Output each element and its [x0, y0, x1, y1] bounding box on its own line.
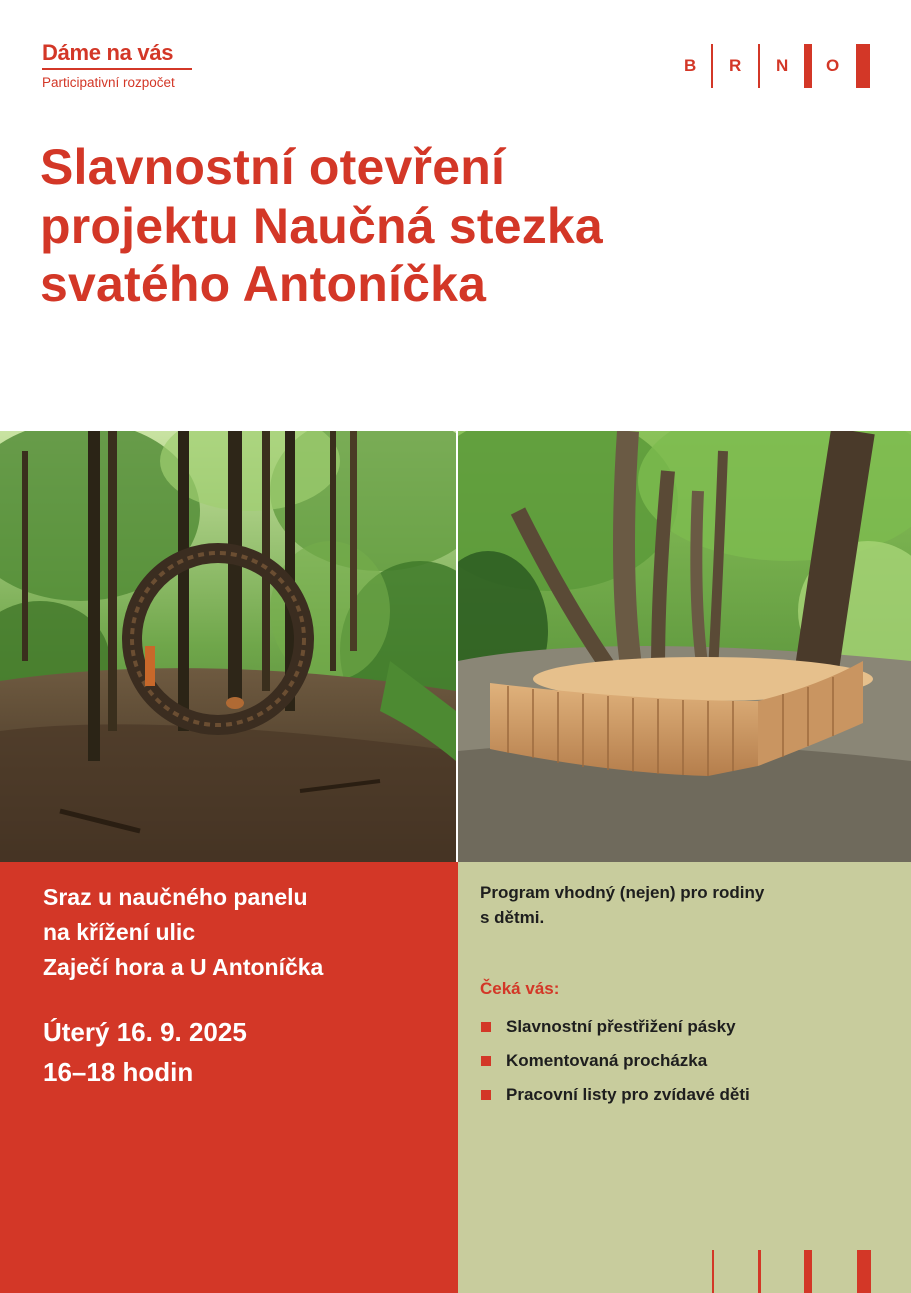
- list-item-label: Slavnostní přestřižení pásky: [506, 1017, 736, 1036]
- footer-bar: [712, 1250, 714, 1293]
- title-line: projektu Naučná stezka: [40, 197, 603, 254]
- meeting-line: na křížení ulic: [43, 919, 196, 945]
- logo-letter-b: B: [684, 56, 697, 75]
- brand-block: [42, 40, 192, 90]
- title-line: Slavnostní otevření: [40, 139, 506, 195]
- bullet-square-icon: [481, 1022, 491, 1032]
- photo-wooden-bench: [458, 431, 911, 862]
- list-item: [480, 1044, 750, 1078]
- footer-brno-bars: [712, 1250, 874, 1293]
- meeting-line: Sraz u naučného panelu: [43, 884, 308, 910]
- logo-bar: [804, 44, 812, 88]
- brand-title: Dáme na vás: [42, 40, 174, 65]
- program-intro: [480, 880, 880, 930]
- brand-subtitle: Participativní rozpočet: [42, 75, 175, 90]
- title-line: svatého Antoníčka: [40, 256, 487, 312]
- meeting-panel: [0, 862, 458, 1293]
- event-datetime: [43, 1012, 247, 1092]
- list-item: [480, 1078, 750, 1112]
- logo-letter-r: R: [729, 56, 742, 75]
- event-time: 16–18 hodin: [43, 1057, 194, 1087]
- logo-bar: [856, 44, 870, 88]
- footer-bar: [804, 1250, 812, 1293]
- program-intro-line: s dětmi.: [480, 908, 545, 927]
- bullet-square-icon: [481, 1056, 491, 1066]
- meeting-place: [43, 880, 323, 985]
- program-panel: [458, 862, 911, 1293]
- brno-logo: [680, 44, 872, 88]
- photo-ring-sculpture: [0, 431, 456, 862]
- footer-bar: [758, 1250, 761, 1293]
- logo-bar: [758, 44, 760, 88]
- logo-letter-n: N: [776, 56, 789, 75]
- bullet-square-icon: [481, 1090, 491, 1100]
- brand-divider: [42, 68, 192, 70]
- logo-bar: [711, 44, 713, 88]
- program-intro-line: Program vhodný (nejen) pro rodiny: [480, 883, 765, 902]
- program-heading: Čeká vás:: [480, 979, 560, 998]
- program-list: [480, 1010, 750, 1112]
- list-item: [480, 1010, 750, 1044]
- logo-letter-o: O: [826, 56, 840, 75]
- list-item-label: Pracovní listy pro zvídavé děti: [506, 1085, 750, 1104]
- event-date: Úterý 16. 9. 2025: [43, 1017, 247, 1047]
- footer-bar: [857, 1250, 871, 1293]
- list-item-label: Komentovaná procházka: [506, 1051, 708, 1070]
- page-title: [40, 138, 870, 314]
- meeting-line: Zaječí hora a U Antoníčka: [43, 954, 324, 980]
